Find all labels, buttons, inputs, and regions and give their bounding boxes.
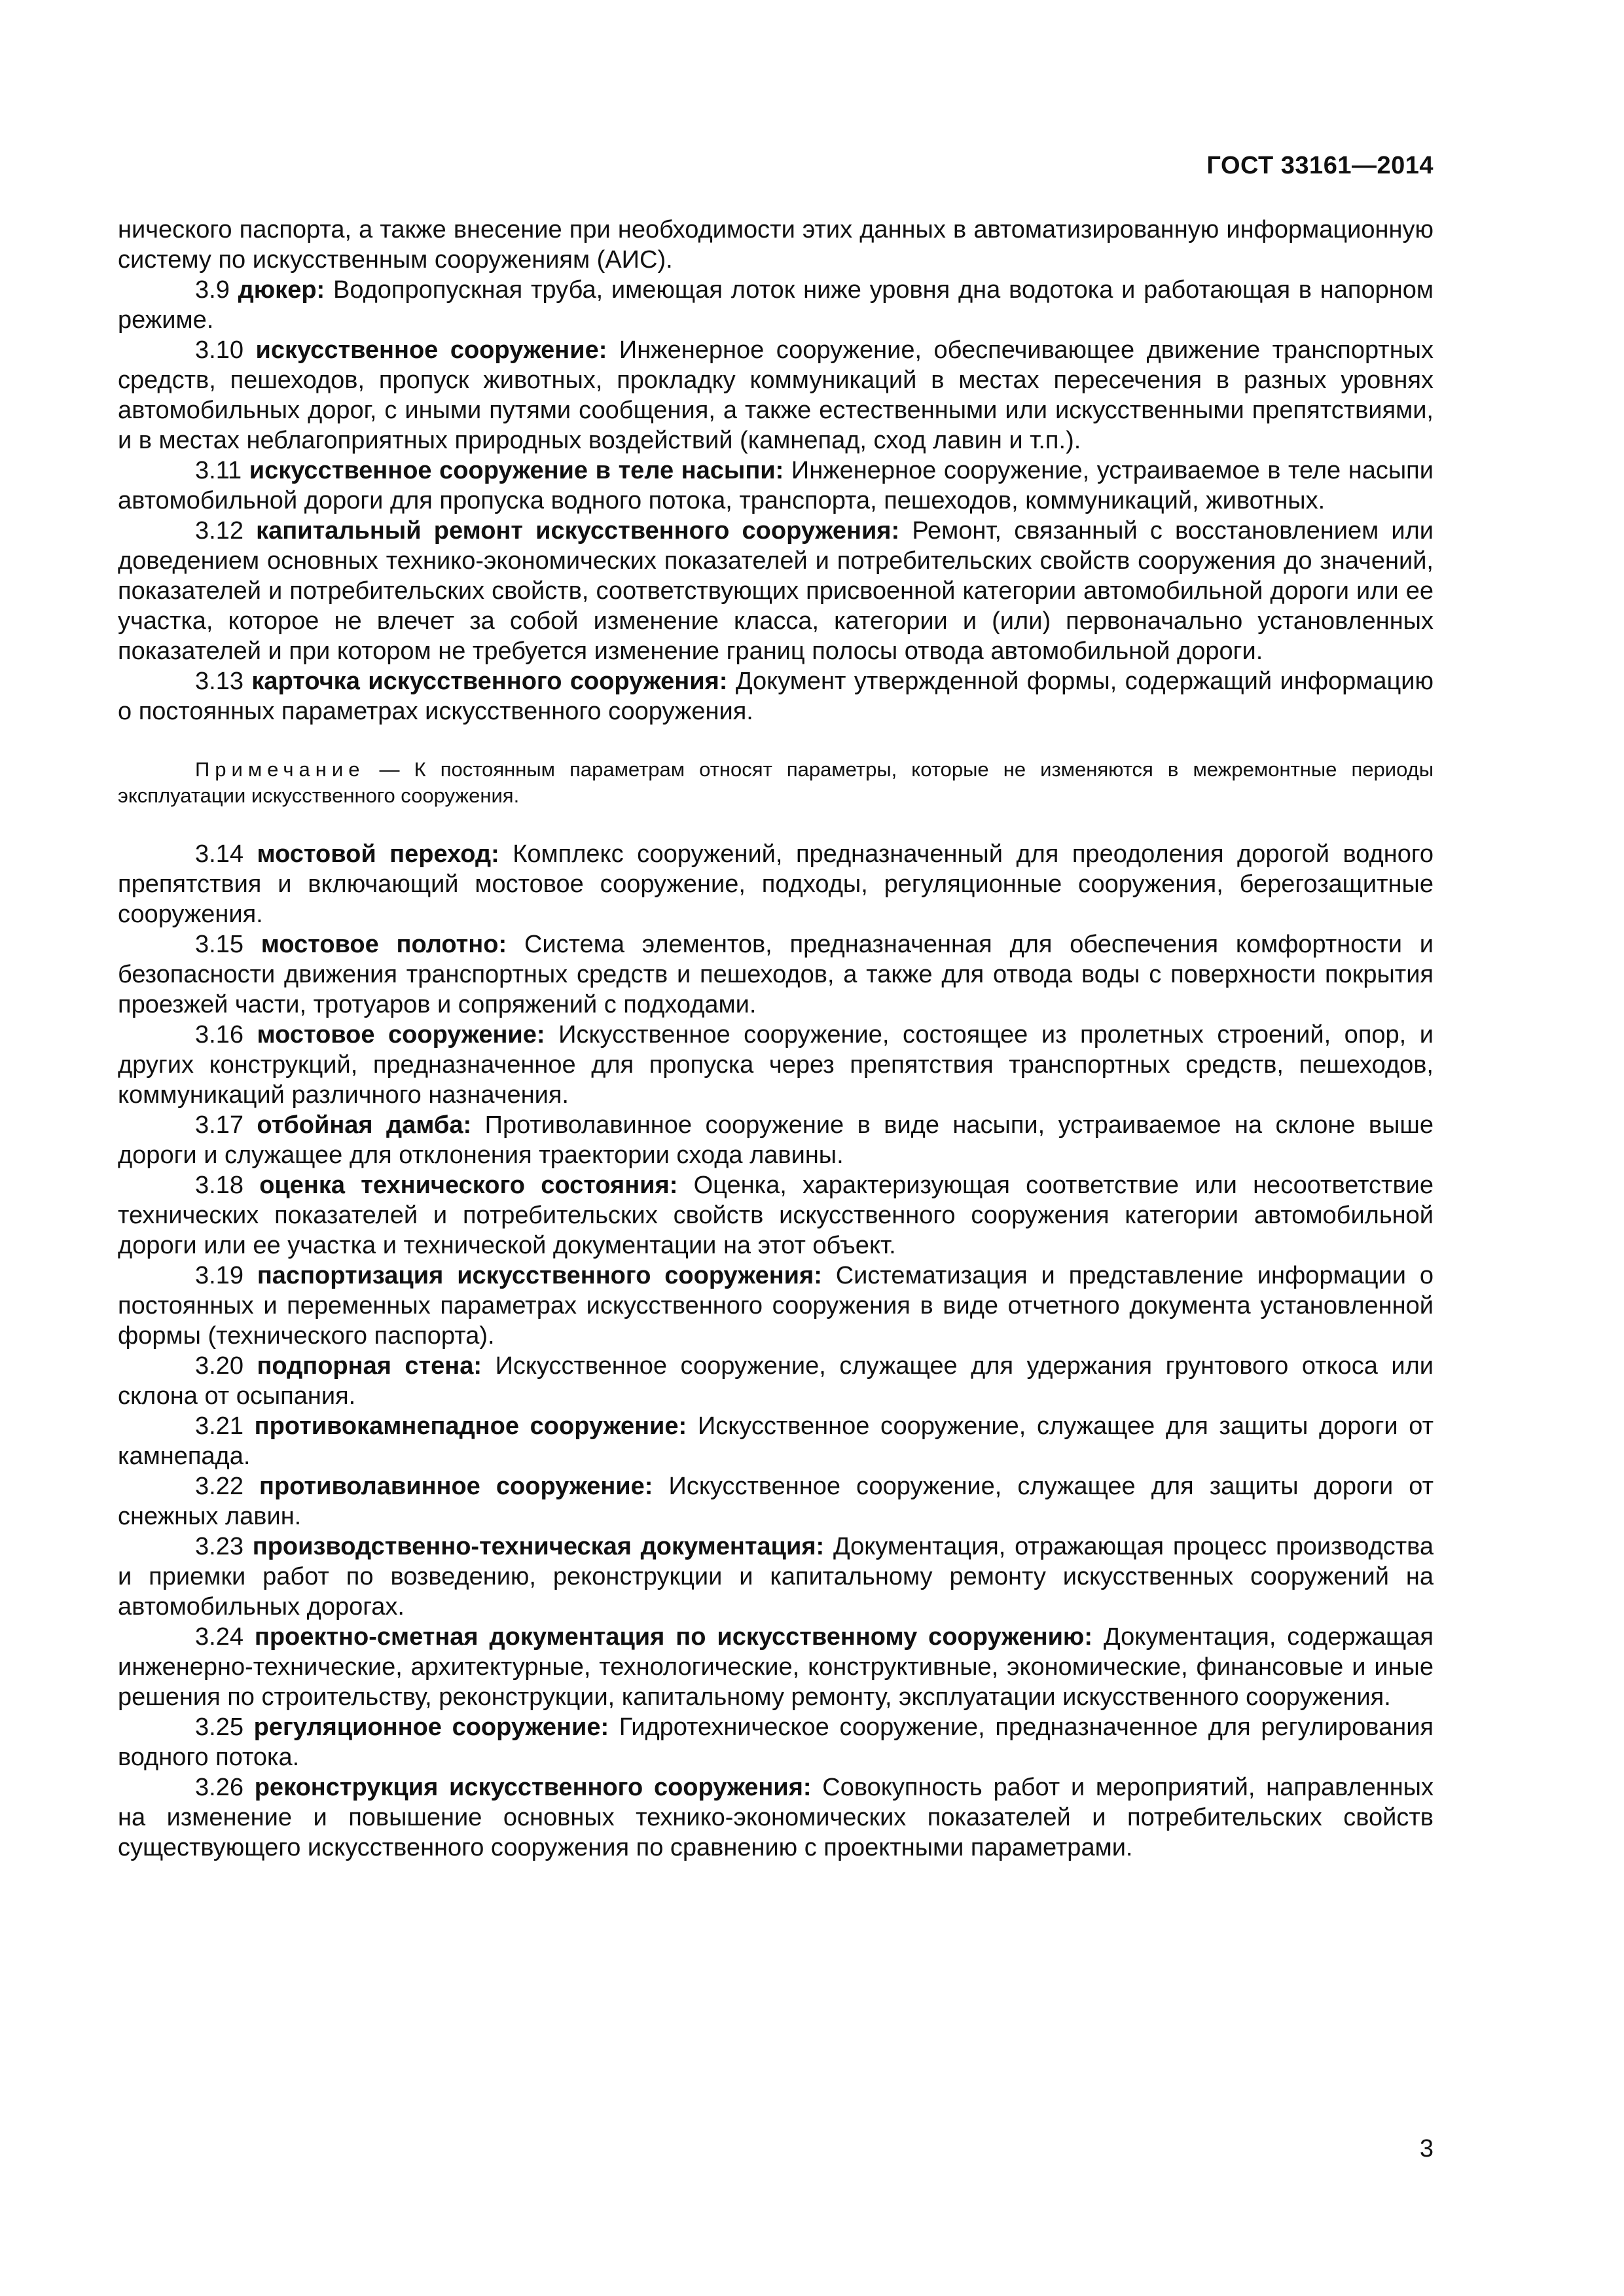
term-paragraph-3-25 — [118, 1712, 1434, 1772]
term-name: проектно-сметная документация по искусственному сооружению: — [254, 1623, 1093, 1651]
term-definition: Искусственное сооружение, состоящее из пролетных строений, опор, и других конструкций, предназначенное для пропуска через препятствия транспортных средств, пешеходов, коммуникаций различного назначения. — [118, 1021, 1434, 1109]
term-definition: Инженерное сооружение, обеспечивающее движение транспортных средств, пешеходов, пропуск животных, прокладку коммуникаций в местах пересечения в разных уровнях автомобильных дорог, с иными путями сообщения, а также естественными или искусственными препятствиями, и в местах неблагоприятных природных воздействий (камнепад, сход лавин и т.п.). — [118, 336, 1434, 454]
term-paragraph-3-15 — [118, 929, 1434, 1020]
term-name: мостовой переход: — [257, 840, 499, 868]
term-definition: Документация, содержащая инженерно-технические, архитектурные, технологические, конструктивные, экономические, финансовые и иные решения по строительству, реконструкции, капитальному ремонту, эксплуатации искусственного сооружения. — [118, 1623, 1434, 1711]
term-paragraph-3-19 — [118, 1261, 1434, 1351]
term-number: 3.20 — [195, 1352, 244, 1380]
term-paragraph-3-18 — [118, 1170, 1434, 1261]
term-paragraph-3-21 — [118, 1411, 1434, 1471]
term-definition: Искусственное сооружение, служащее для защиты дороги от камнепада. — [118, 1412, 1434, 1470]
term-number: 3.22 — [195, 1473, 244, 1500]
term-number: 3.19 — [195, 1262, 244, 1289]
term-name: противолавинное сооружение: — [259, 1473, 653, 1500]
intro-paragraph: нического паспорта, а также внесение при необходимости этих данных в автоматизированную информационную систему по искусственным сооружениям (АИС). — [118, 216, 1434, 274]
term-paragraph-3-22 — [118, 1471, 1434, 1532]
term-number: 3.23 — [195, 1533, 244, 1560]
term-definition: Искусственное сооружение, служащее для удержания грунтового откоса или склона от осыпания. — [118, 1352, 1434, 1410]
document-body — [118, 215, 1434, 1863]
term-number: 3.9 — [195, 276, 230, 304]
term-name: карточка искусственного сооружения: — [251, 668, 728, 695]
term-name: искусственное сооружение в теле насыпи: — [249, 457, 784, 484]
term-definition: Комплекс сооружений, предназначенный для преодоления дорогой водного препятствия и включающий мостовое сооружение, подходы, регуляционные сооружения, берегозащитные сооружения. — [118, 840, 1434, 928]
term-paragraph-3-17 — [118, 1110, 1434, 1170]
term-definition: Ремонт, связанный с восстановлением или доведением основных технико-экономических показателей и потребительских свойств сооружения до значений, показателей и потребительских свойств, соответствующих присвоенной категории автомобильной дороги или ее участка, которое не влечет за собой изменение класса, категории и (или) первоначально установленных показателей и при котором не требуется изменение границ полосы отвода автомобильной дороги. — [118, 517, 1434, 665]
term-number: 3.15 — [195, 931, 244, 958]
term-number: 3.14 — [195, 840, 244, 868]
term-paragraph-3-26 — [118, 1772, 1434, 1863]
term-definition: Гидротехническое сооружение, предназначенное для регулирования водного потока. — [118, 1713, 1434, 1771]
term-name: мостовое сооружение: — [257, 1021, 545, 1049]
term-definition: Инженерное сооружение, устраиваемое в теле насыпи автомобильной дороги для пропуска водного потока, транспорта, пешеходов, коммуникаций, животных. — [118, 457, 1434, 514]
term-number: 3.11 — [195, 457, 242, 484]
term-name: мостовое полотно: — [261, 931, 507, 958]
term-name: оценка технического состояния: — [259, 1172, 678, 1199]
term-definition: Противолавинное сооружение в виде насыпи, устраиваемое на склоне выше дороги и служащее для отклонения траектории схода лавины. — [118, 1111, 1434, 1169]
note-paragraph — [118, 757, 1434, 809]
term-definition: Оценка, характеризующая соответствие или несоответствие технических показателей и потребительских свойств искусственного сооружения категории автомобильной дороги или ее участка и технической документации на этот объект. — [118, 1172, 1434, 1259]
term-number: 3.21 — [195, 1412, 244, 1440]
term-paragraph-3-13 — [118, 666, 1434, 726]
term-definition: Систематизация и представление информации о постоянных и переменных параметрах искусственного сооружения в виде отчетного документа установленной формы (технического паспорта). — [118, 1262, 1434, 1350]
page-number: 3 — [1419, 2135, 1434, 2162]
term-name: паспортизация искусственного сооружения: — [257, 1262, 822, 1289]
term-number: 3.13 — [195, 668, 244, 695]
term-name: подпорная стена: — [257, 1352, 482, 1380]
term-definition: Искусственное сооружение, служащее для защиты дороги от снежных лавин. — [118, 1473, 1434, 1530]
term-definition: Документация, отражающая процесс производства и приемки работ по возведению, реконструкции и капитальному ремонту искусственных сооружений на автомобильных дорогах. — [118, 1533, 1434, 1621]
term-definition: Документ утвержденной формы, содержащий информацию о постоянных параметрах искусственного сооружения. — [118, 668, 1434, 725]
term-definition: Совокупность работ и мероприятий, направленных на изменение и повышение основных технико-экономических показателей и потребительских свойств существующего искусственного сооружения по сравнению с проектными параметрами. — [118, 1774, 1434, 1861]
term-name: дюкер: — [238, 276, 325, 304]
document-code-header: ГОСТ 33161—2014 — [1206, 152, 1434, 179]
note-text: — К постоянным параметрам относят параметры, которые не изменяются в межремонтные периоды эксплуатации искусственного сооружения. — [118, 758, 1434, 807]
term-number: 3.24 — [195, 1623, 244, 1651]
term-number: 3.26 — [195, 1774, 244, 1801]
term-name: искусственное сооружение: — [255, 336, 607, 364]
term-name: капитальный ремонт искусственного сооружения: — [256, 517, 900, 545]
term-name: производственно-техническая документация: — [252, 1533, 825, 1560]
term-paragraph-3-24 — [118, 1622, 1434, 1712]
document-page — [118, 0, 1434, 2296]
term-name: противокамнепадное сооружение: — [254, 1412, 687, 1440]
note-label: Примечание — [195, 758, 365, 781]
term-paragraph-3-11 — [118, 456, 1434, 516]
term-number: 3.18 — [195, 1172, 244, 1199]
term-number: 3.25 — [195, 1713, 244, 1741]
term-paragraph-3-10 — [118, 335, 1434, 456]
term-name: отбойная дамба: — [257, 1111, 472, 1139]
term-paragraph-3-23 — [118, 1532, 1434, 1622]
term-paragraph-3-20 — [118, 1351, 1434, 1411]
term-name: реконструкция искусственного сооружения: — [254, 1774, 812, 1801]
term-number: 3.10 — [195, 336, 244, 364]
term-number: 3.16 — [195, 1021, 244, 1049]
term-paragraph-3-16 — [118, 1020, 1434, 1110]
term-definition: Водопропускная труба, имеющая лоток ниже уровня дна водотока и работающая в напорном режиме. — [118, 276, 1434, 334]
term-definition: Система элементов, предназначенная для обеспечения комфортности и безопасности движения транспортных средств и пешеходов, а также для отвода воды с поверхности покрытия проезжей части, тротуаров и сопряжений с подходами. — [118, 931, 1434, 1018]
term-number: 3.12 — [195, 517, 244, 545]
term-number: 3.17 — [195, 1111, 244, 1139]
term-paragraph-3-14 — [118, 839, 1434, 929]
term-paragraph-3-12 — [118, 516, 1434, 666]
term-name: регуляционное сооружение: — [253, 1713, 609, 1741]
term-paragraph-3-9 — [118, 275, 1434, 335]
